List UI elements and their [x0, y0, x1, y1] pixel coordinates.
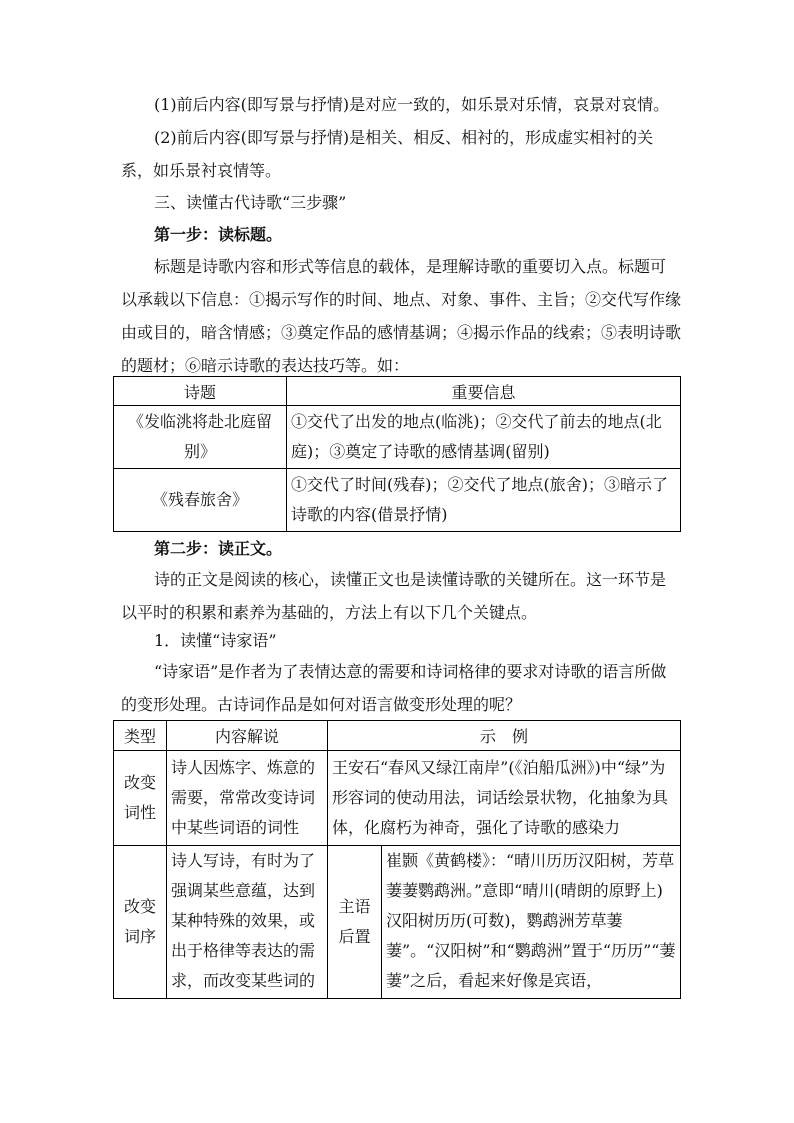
poem-title-cell: 《发临洮将赴北庭留别》 — [114, 406, 287, 469]
header-example: 示 例 — [328, 721, 681, 751]
subtype-cell: 主语后置 — [328, 846, 382, 999]
header-poem-title: 诗题 — [114, 377, 287, 406]
table-header-row — [114, 721, 681, 751]
table-header-row — [114, 377, 681, 406]
step-1-heading: 第一步：读标题。 — [154, 225, 283, 244]
header-key-info: 重要信息 — [287, 377, 681, 406]
type-cell: 改变词序 — [114, 846, 167, 999]
poem-title-cell: 《残春旅舍》 — [114, 469, 287, 532]
title-info-table — [113, 376, 681, 532]
paragraph-3: 标题是诗歌内容和形式等信息的载体，是理解诗歌的重要切入点。标题可以承载以下信息：①揭示写作的时间、地点、对象、事件、主旨；②交代写作缘由或目的，暗含情感；③奠定作品的感情基调；④揭示作品的线索；⑤表明诗歌的题材；⑥暗示诗歌的表达技巧等。如： — [121, 257, 682, 375]
explanation-cell: 诗人写诗，有时为了强调某些意蕴，达到某种特殊的效果，或出于格律等表达的需求，而改变某些词的 — [167, 846, 328, 999]
header-explanation: 内容解说 — [167, 721, 328, 751]
section-heading-3: 三、读懂古代诗歌“三步骤” — [154, 193, 347, 212]
paragraph-4: 诗的正文是阅读的核心，读懂正文也是读懂诗歌的关键所在。这一环节是以平时的积累和素养为基础的，方法上有以下几个关键点。 — [121, 570, 667, 622]
subsection-heading-1: 1．读懂“诗家语” — [154, 631, 277, 650]
explanation-cell: 诗人因炼字、炼意的需要，常常改变诗词中某些词语的词性 — [167, 751, 328, 846]
table-row — [114, 469, 681, 532]
key-info-cell: ①交代了出发的地点(临洮)；②交代了前去的地点(北庭)；③奠定了诗歌的感情基调(留别) — [287, 406, 681, 469]
paragraph-5: “诗家语”是作者为了表情达意的需要和诗词格律的要求对诗歌的语言所做的变形处理。古诗词作品是如何对语言做变形处理的呢？ — [121, 662, 667, 714]
paragraph-1: (1)前后内容(即写景与抒情)是对应一致的，如乐景对乐情，哀景对哀情。 — [154, 95, 670, 114]
example-cell: 崔颢《黄鹤楼》：“晴川历历汉阳树，芳草萋萋鹦鹉洲。”意即“晴川(晴朗的原野上)汉阳树历历(可数)，鹦鹉洲芳草萋萋”。“汉阳树”和“鹦鹉洲”置于“历历”“萋萋”之后，看起来好像是宾语， — [382, 846, 681, 999]
type-cell: 改变词性 — [114, 751, 167, 846]
step-2-heading: 第二步：读正文。 — [154, 539, 283, 558]
table-row — [114, 406, 681, 469]
paragraph-2: (2)前后内容(即写景与抒情)是相关、相反、相衬的，形成虚实相衬的关系，如乐景衬哀情等。 — [121, 128, 654, 180]
example-cell: 王安石“春风又绿江南岸”(《泊船瓜洲》)中“绿”为形容词的使动用法，词话绘景状物，化抽象为具体，化腐朽为神奇，强化了诗歌的感染力 — [328, 751, 681, 846]
table-row — [114, 751, 681, 846]
table-row — [114, 846, 681, 999]
poetic-language-table — [113, 720, 681, 999]
key-info-cell: ①交代了时间(残春)；②交代了地点(旅舍)；③暗示了诗歌的内容(借景抒情) — [287, 469, 681, 532]
header-type: 类型 — [114, 721, 167, 751]
